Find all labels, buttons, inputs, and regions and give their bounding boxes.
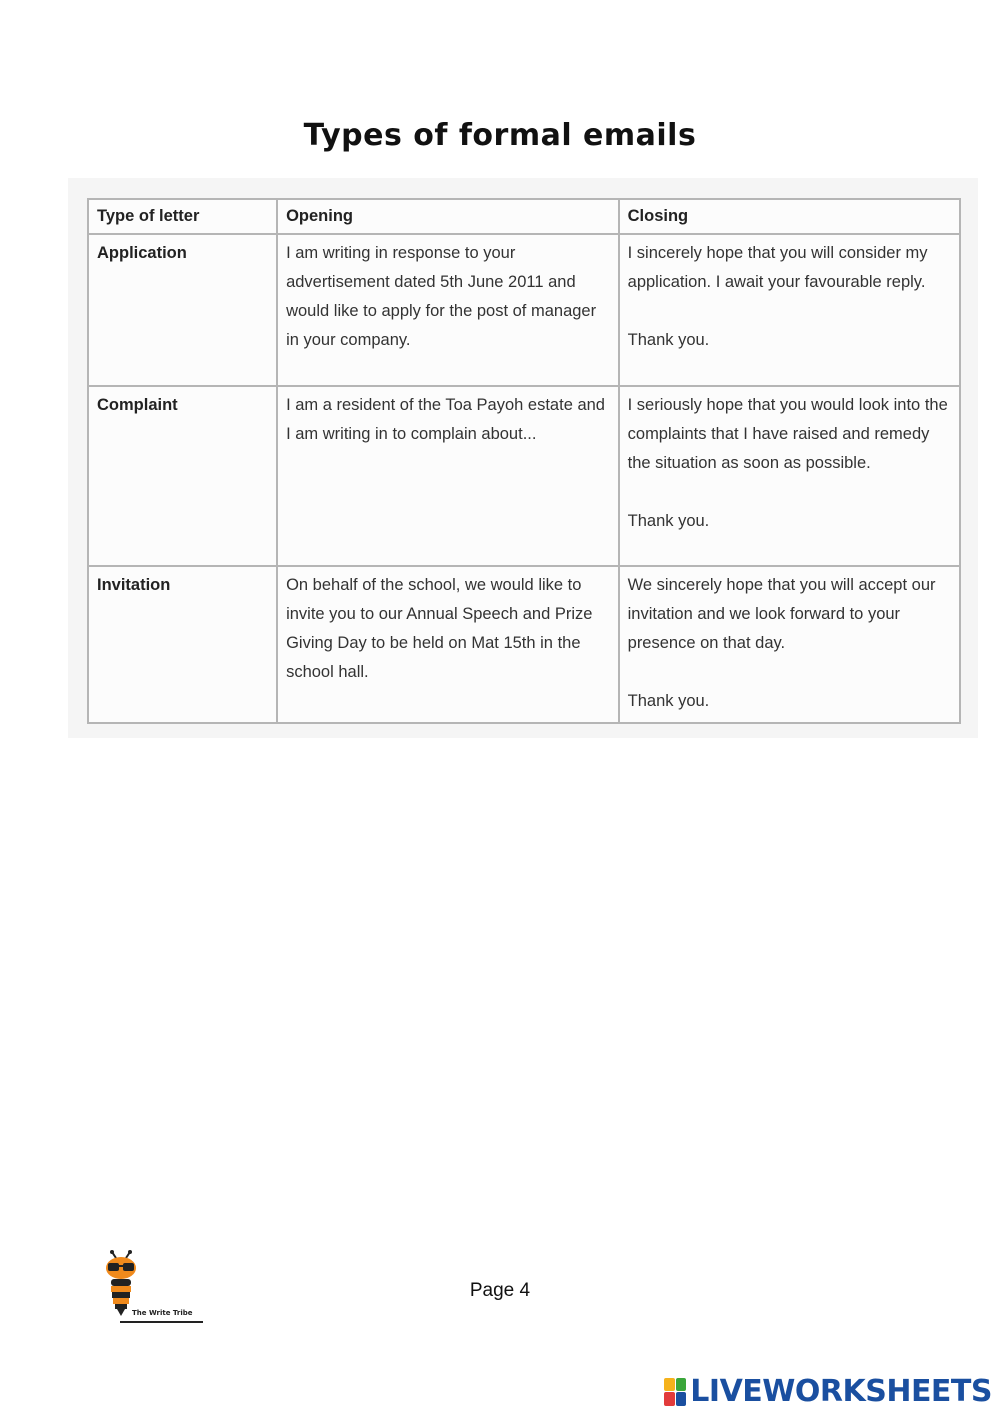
page-number: Page 4 xyxy=(469,1280,531,1301)
closing-text: We sincerely hope that you will accept our invitation and we look forward to your presence on that day. xyxy=(627,576,936,652)
type-cell: Application xyxy=(88,234,277,386)
signoff-text: Thank you. xyxy=(627,331,710,349)
brand-text: LIVEWORKSHEETS xyxy=(690,1374,992,1409)
signoff-text: Thank you. xyxy=(627,692,710,710)
opening-cell: I am writing in response to your advertisement dated 5th June 2011 and would like to apply for the post of manager in your company. xyxy=(277,234,619,386)
table-row xyxy=(88,386,960,566)
type-cell: Invitation xyxy=(88,566,277,723)
opening-cell: I am a resident of the Toa Payoh estate and I am writing in to complain about... xyxy=(277,386,619,566)
opening-cell: On behalf of the school, we would like to invite you to our Annual Speech and Prize Giving Day to be held on Mat 15th in the school hall. xyxy=(277,566,619,723)
closing-text: I seriously hope that you would look into the complaints that I have raised and remedy the situation as soon as possible. xyxy=(627,396,948,472)
closing-cell xyxy=(619,234,960,386)
header-type-of-letter: Type of letter xyxy=(88,199,277,234)
table-header-row xyxy=(88,199,960,234)
type-cell: Complaint xyxy=(88,386,277,566)
closing-text: I sincerely hope that you will consider my application. I await your favourable reply. xyxy=(627,244,928,291)
page-title: Types of formal emails xyxy=(303,118,697,153)
signoff-text: Thank you. xyxy=(627,512,710,530)
table-row xyxy=(88,234,960,386)
liveworksheets-logo-icon xyxy=(664,1378,686,1406)
table-row xyxy=(88,566,960,723)
header-opening: Opening xyxy=(277,199,619,234)
liveworksheets-brand xyxy=(664,1374,992,1409)
logo-text: The Write Tribe xyxy=(132,1309,193,1317)
closing-cell xyxy=(619,566,960,723)
header-closing: Closing xyxy=(619,199,960,234)
formal-letters-table xyxy=(87,198,961,724)
closing-cell xyxy=(619,386,960,566)
